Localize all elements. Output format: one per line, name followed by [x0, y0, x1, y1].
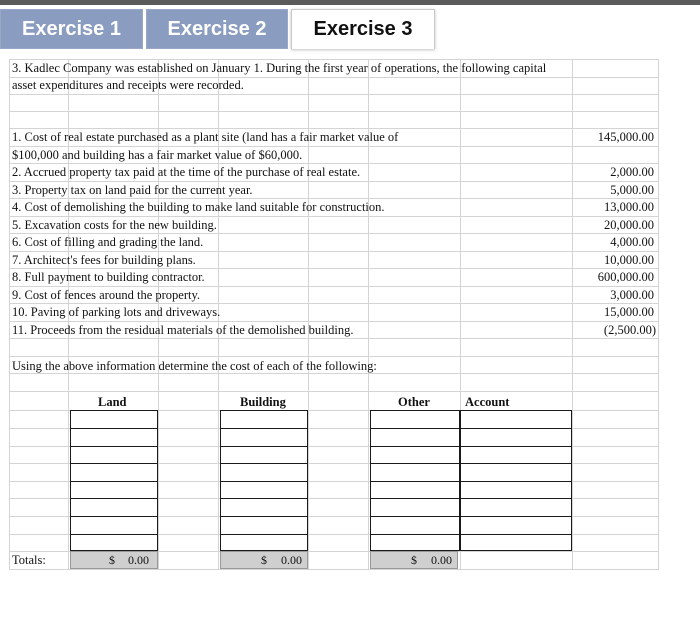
totals-label: Totals: [12, 553, 46, 567]
column-header-other: Other [398, 395, 430, 409]
item-3-text: 3. Property tax on land paid for the current year. [12, 183, 253, 197]
item-9-amount: 3,000.00 [610, 288, 654, 302]
land-input-cell[interactable] [70, 516, 158, 535]
land-input-cell[interactable] [70, 410, 158, 429]
item-10-amount: 15,000.00 [604, 305, 654, 319]
column-header-land: Land [98, 395, 127, 409]
item-1-text-cont: $100,000 and building has a fair market value of $60,000. [12, 148, 303, 162]
item-7-text: 7. Architect's fees for building plans. [12, 253, 196, 267]
building-input-cell[interactable] [220, 498, 308, 517]
grid-row-line [9, 111, 658, 112]
item-7-amount: 10,000.00 [604, 253, 654, 267]
tab-exercise-2[interactable]: Exercise 2 [146, 9, 288, 49]
building-input-cell[interactable] [220, 428, 308, 447]
grid-row-line [9, 391, 658, 392]
item-9-text: 9. Cost of fences around the property. [12, 288, 201, 302]
account-input-cell[interactable] [460, 534, 572, 551]
total-land-value: 0.00 [128, 553, 149, 567]
item-2-amount: 2,000.00 [610, 165, 654, 179]
building-input-cell[interactable] [220, 516, 308, 535]
item-8-text: 8. Full payment to building contractor. [12, 270, 205, 284]
account-input-cell[interactable] [460, 428, 572, 447]
tab-exercise-3[interactable]: Exercise 3 [291, 9, 435, 49]
item-4-text: 4. Cost of demolishing the building to make land suitable for construction. [12, 200, 385, 214]
item-4-amount: 13,000.00 [604, 200, 654, 214]
account-input-cell[interactable] [460, 410, 572, 429]
column-header-building: Building [240, 395, 286, 409]
land-input-cell[interactable] [70, 534, 158, 551]
land-input-cell[interactable] [70, 498, 158, 517]
total-building-value: 0.00 [281, 553, 302, 567]
total-land-currency: $ [109, 553, 115, 567]
problem-line-2: asset expenditures and receipts were recorded. [12, 78, 244, 92]
total-land-box [70, 551, 158, 569]
total-building-currency: $ [261, 553, 267, 567]
grid-row-line [9, 94, 658, 95]
total-building-box [220, 551, 308, 569]
building-input-cell[interactable] [220, 463, 308, 482]
item-6-text: 6. Cost of filling and grading the land. [12, 235, 204, 249]
land-input-cell[interactable] [70, 428, 158, 447]
grid-column-line [658, 59, 659, 570]
building-input-cell[interactable] [220, 534, 308, 551]
account-input-cell[interactable] [460, 498, 572, 517]
item-8-amount: 600,000.00 [597, 270, 654, 284]
item-5-amount: 20,000.00 [604, 218, 654, 232]
land-input-cell[interactable] [70, 463, 158, 482]
item-2-text: 2. Accrued property tax paid at the time of the purchase of real estate. [12, 165, 361, 179]
item-11-text: 11. Proceeds from the residual materials of the demolished building. [12, 323, 354, 337]
account-input-cell[interactable] [460, 463, 572, 482]
other-input-cell[interactable] [370, 428, 460, 447]
other-input-cell[interactable] [370, 410, 460, 429]
item-1-amount: 145,000.00 [597, 130, 654, 144]
item-5-text: 5. Excavation costs for the new building. [12, 218, 217, 232]
other-input-cell[interactable] [370, 534, 460, 551]
item-11-amount: (2,500.00) [603, 323, 656, 337]
item-1-text: 1. Cost of real estate purchased as a plant site (land has a fair market value of [12, 130, 399, 144]
item-10-text: 10. Paving of parking lots and driveways. [12, 305, 221, 319]
instruction-text: Using the above information determine the cost of each of the following: [12, 359, 377, 373]
grid-column-line [9, 59, 10, 570]
total-other-box [370, 551, 458, 569]
total-other-value: 0.00 [431, 553, 452, 567]
grid-row-line [9, 356, 658, 357]
problem-line-1: 3. Kadlec Company was established on January 1. During the first year of operations, the following capital [12, 61, 547, 75]
total-other-currency: $ [411, 553, 417, 567]
other-input-cell[interactable] [370, 498, 460, 517]
account-input-cell[interactable] [460, 516, 572, 535]
building-input-cell[interactable] [220, 410, 308, 429]
other-input-cell[interactable] [370, 516, 460, 535]
column-header-account: Account [465, 395, 510, 409]
tab-exercise-1[interactable]: Exercise 1 [0, 9, 143, 49]
grid-row-line [9, 569, 658, 570]
other-input-cell[interactable] [370, 463, 460, 482]
item-6-amount: 4,000.00 [610, 235, 654, 249]
item-3-amount: 5,000.00 [610, 183, 654, 197]
grid-column-line [572, 59, 573, 570]
